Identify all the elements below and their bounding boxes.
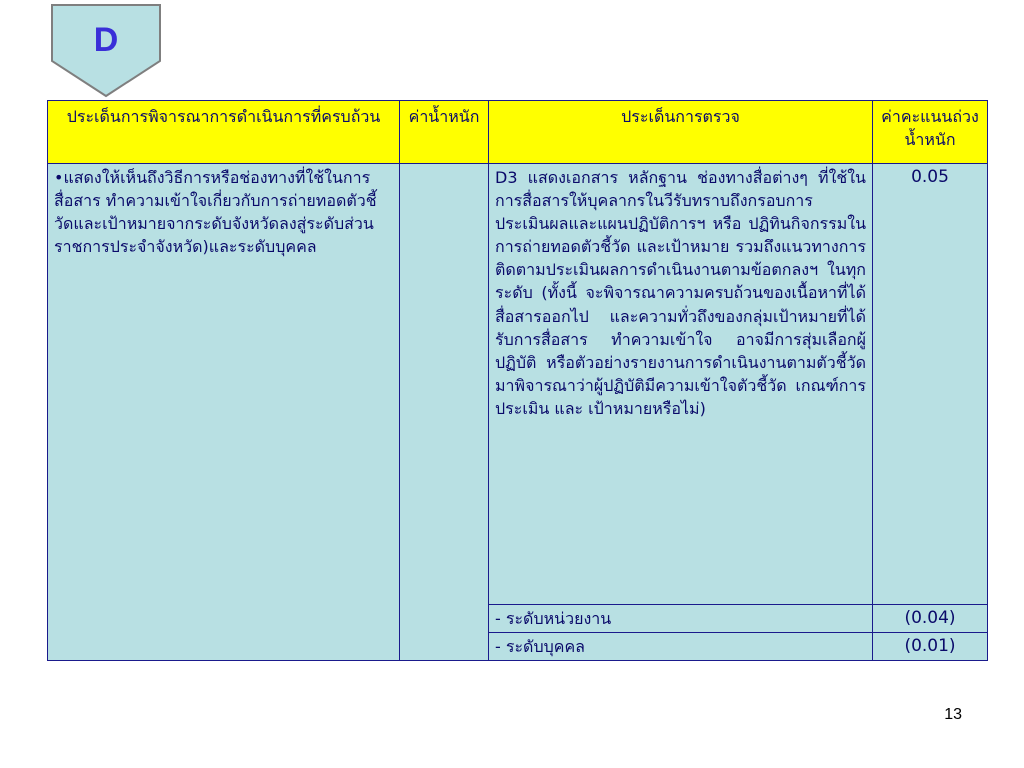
sub-row-score: (0.01) <box>873 633 988 661</box>
sub-row-label: - ระดับหน่วยงาน <box>489 605 873 633</box>
table-row <box>48 164 988 605</box>
header-issue: ประเด็นการพิจารณาการดำเนินการที่ครบถ้วน <box>48 101 400 164</box>
score-cell: 0.05 <box>873 164 988 605</box>
section-badge <box>50 3 162 98</box>
issue-cell: •แสดงให้เห็นถึงวิธีการหรือช่องทางที่ใช้ในการสื่อสาร ทำความเข้าใจเกี่ยวกับการถ่ายทอดตัวชี้วัดและเป้าหมายจากระดับจังหวัดลงสู่ระดับส่วนราชการประจำจังหวัด)และระดับบุคคล <box>48 164 400 661</box>
header-weight: ค่าน้ำหนัก <box>400 101 489 164</box>
sub-row-score: (0.04) <box>873 605 988 633</box>
header-row <box>48 101 988 164</box>
section-letter: D <box>93 21 119 59</box>
criteria-table <box>47 100 988 661</box>
weight-cell <box>400 164 489 661</box>
page-number: 13 <box>944 706 962 723</box>
header-audit: ประเด็นการตรวจ <box>489 101 873 164</box>
header-score: ค่าคะแนนถ่วงน้ำหนัก <box>873 101 988 164</box>
sub-row-label: - ระดับบุคคล <box>489 633 873 661</box>
audit-cell: D3 แสดงเอกสาร หลักฐาน ช่องทางสื่อต่างๆ ที่ใช้ในการสื่อสารให้บุคลากรในวีรับทราบถึงกรอบการประเมินผลและแผนปฏิบัติการฯ หรือ ปฏิทินกิจกรรมในการถ่ายทอดตัวชี้วัด และเป้าหมาย รวมถึงแนวทางการติดตามประเมินผลการดำเนินงานตามข้อตกลงฯ ในทุกระดับ (ทั้งนี้ จะพิจารณาความครบถ้วนของเนื้อหาที่ได้สื่อสารออกไป และความทั่วถึงของกลุ่มเป้าหมายที่ได้รับการสื่อสาร ทำความเข้าใจ อาจมีการสุ่มเลือกผู้ปฏิบัติ หรือตัวอย่างรายงานการดำเนินงานตามตัวชี้วัดมาพิจารณาว่าผู้ปฏิบัติมีความเข้าใจตัวชี้วัด เกณฑ์การประเมิน และ เป้าหมายหรือไม่) <box>489 164 873 605</box>
